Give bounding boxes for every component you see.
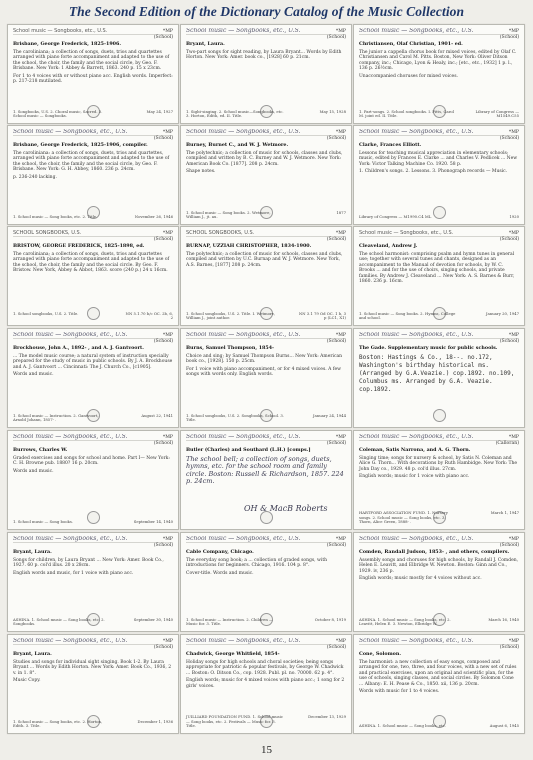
call-number: [500, 231, 519, 242]
call-number-line: (School): [499, 644, 519, 650]
call-number: [496, 435, 519, 446]
tracings: [13, 110, 173, 119]
call-number-line: *MP: [508, 435, 519, 440]
tracing-text: ASHINA. 1. School music — Song books, etc.: [359, 723, 446, 729]
main-entry: BRISTOW, GEORGE FREDERICK, 1825-1898, ed.: [13, 243, 145, 249]
card-body: [186, 652, 346, 689]
tracing-date: Library of Congress — M1549.C55: [475, 108, 519, 119]
call-number-line: *MP: [508, 29, 519, 34]
card-note: Music Copy.: [13, 678, 41, 683]
tracing-text: Library of Congress — M1990.C4 ML: [359, 214, 432, 220]
call-number-line: (School): [153, 542, 173, 548]
call-number-line: *MP: [335, 231, 346, 236]
card-subject-heading: SCHOOL SONGBOOKS, U.S.: [186, 230, 346, 237]
call-number-line: *MP: [335, 537, 346, 542]
card-body: [186, 346, 346, 378]
call-number-line: *MP: [162, 639, 173, 644]
card-body: [13, 143, 173, 180]
catalog-card: [353, 328, 525, 428]
call-number: [327, 537, 346, 548]
call-number: [327, 333, 346, 344]
catalog-card: [353, 430, 525, 530]
description-text: The polytechnic; a collection of music for schools, classes and clubs, compiled and written by U.C. Burnap and W. J. Wetmore. New York, A.S. Barnes, [1877] 208 p. 24cm.: [186, 251, 343, 268]
tracing-text: 1. School music — Instruction. 2. Gantvoort, Arnold Johann, 1857- .: [13, 412, 99, 423]
description-text: Holiday songs for high schools and choral societies; being songs appropriate for patriotic & popular festivals, by George W. Chadwick ... Boston: O. Ditson Co., cop. 1928. Publ. pl. no. 70000. 62 p. 4°.: [186, 659, 344, 676]
tracing-date: March 16, 1940: [488, 616, 519, 622]
call-number-line: *MP: [508, 130, 519, 135]
description-text: The school harmonist: comprising psalm and hymn tunes in general use; together with several tunes and chants, designed as an accompaniment to the Manual of devotion for schools, by W. C. Brooks ... and for the use of choirs, singing schools, and private families. By Andrew J. Cleaveland ... New York: A. S. Barnes & Burr, 1860. 236 p. 16cm.: [359, 251, 515, 284]
call-number: [500, 537, 519, 548]
main-entry: Bryant, Laura.: [13, 651, 52, 657]
call-number-line: (School): [153, 34, 173, 40]
main-entry: Cable Company, Chicago.: [186, 549, 254, 555]
catalog-card: [7, 125, 179, 225]
description-text: Studies and songs for individual sight singing. Book 1-2. By Laura Bryant ... Words by Edith Horton. New York: Amer. Book Co., 1936, 2 v. in 1. 8°.: [13, 659, 172, 676]
card-note: Cover-title. Words and music.: [186, 570, 254, 576]
main-entry: Bryant, Laura.: [186, 41, 225, 47]
main-entry: Christiansen, Olaf Christian, 1901- ed.: [359, 41, 463, 47]
tracing-date: August 6, 1945: [489, 723, 519, 729]
call-number-line: (School): [153, 644, 173, 650]
card-subject-heading: School music — Songbooks, etc., U.S.: [186, 129, 346, 136]
description-text: Choice and sing; by Samuel Thompson Burns... New York: American book co., [1928]. 150 p. 25cm.: [186, 353, 343, 364]
card-subject-heading: School music — Songbooks, etc., U.S.: [186, 332, 346, 339]
card-subject-heading: School music — Songbooks, etc., U.S.: [13, 28, 173, 35]
main-entry: Comden, Randall Judson, 1853- , and others, compilers.: [359, 549, 510, 555]
call-number-line: (School): [499, 34, 519, 40]
tracing-date: NN 3.1 79 Od OC. 1 b, 3 p (LC1, X1): [298, 310, 346, 321]
card-body: [13, 448, 173, 474]
card-body: [359, 652, 519, 695]
main-entry: The Gade. Supplementary music for public schools.: [359, 345, 498, 351]
tracing-date: May 24, 1927: [146, 108, 173, 114]
catalog-card: [353, 24, 525, 124]
page-title: The Second Edition of the Dictionary Catalog of the Music Collection: [68, 4, 465, 19]
tracings: [359, 110, 519, 119]
catalog-card: [7, 430, 179, 530]
description-text: Singing time; songs for nursery & school, by Satis N. Coleman and Alice G. Thorn... With decorations by Ruth Hambidge. New York: The John Day co., 1929. 48 p. col'd illus. 27cm.: [359, 455, 518, 472]
tracings: [186, 414, 346, 423]
description-text: Lessons for teaching musical appreciation in elementary schools; music, edited by Frances E. Clarke ... and Charles V. Pedlicek ... New York: Victor Talking Machine Co. 1920. 58 p.: [359, 150, 518, 167]
tracing-date: September 30, 1940: [133, 616, 173, 622]
card-subject-heading: School music — Songbooks, etc., U.S.: [359, 536, 519, 543]
tracings: [186, 312, 346, 321]
tracing-date: October 8, 1919: [314, 616, 346, 622]
description-text: Assembly songs and choruses for high schools, by Randall J. Comden, Helen E. Leavitt, and Elbridge W. Newton. Boston: Ginn and Co., 1929. iv, 236 p.: [359, 557, 519, 574]
tracing-text: 1. Part-songs. 2. School songbooks. I. Pitts, Carol M. joint ed. II. Title.: [359, 108, 454, 119]
call-number-line: *MP: [508, 231, 519, 236]
description-text: The caroliniana: a collection of songs, duets, trios and quartettes, arranged with piano forte accompaniment and adapted to the use of the school, the choir, the family and the social circle, by Geo. F. Brisbane. New York: G. H. Abbey, 1860. 236 p. 24cm.: [13, 150, 170, 172]
tracings: [13, 312, 173, 321]
description-text: ... The model music course; a natural system of instruction specially prepared for the study of music in public schools. By J. A. Brockhouse and A. J. Gantvoort ... Cincinnati: The J. Church Co., [c1905].: [13, 353, 173, 370]
tracing-text: 1. School music — Song books. 2. Wetmore, William J., jt. au.: [186, 209, 271, 220]
call-number: [154, 435, 173, 446]
call-number: [154, 537, 173, 548]
tracing-text: 1. School songbooks, U.S. 2. Title. I. Wetmore, William J., joint author.: [186, 310, 276, 321]
card-body: [13, 346, 173, 378]
call-number: [154, 333, 173, 344]
description-text: The caroliniana; a collection of songs, duets, trios and quartettes arranged with piano forte accompaniment and adapted to the use of the school, the choir, the family and the social circle, by Geo. F. Brisbane. New York: 1 Abbey & Barrett, 1863. 240 p. 15 x 23cm.: [13, 49, 170, 71]
tracing-date: November 26, 1946: [134, 214, 173, 220]
call-number: [500, 130, 519, 141]
tracings: [359, 511, 519, 525]
description-text: The caroliniana; a collection of songs, duets, trios and quartettes arranged with piano forte accompaniment and adapted to the use of the school, the choir, the family and the social circle. By Geo. F. Bristow. New York, Abbey & Abbot, 1863. score (240 p.) 24 x 16cm.: [13, 251, 170, 273]
tracing-text: 1. School music — Song books.: [13, 519, 73, 525]
catalog-card: [180, 24, 352, 124]
call-number-line: *MP: [335, 435, 346, 440]
card-body: [359, 550, 519, 582]
catalog-card: [7, 532, 179, 632]
tracing-date: December 13, 1929: [308, 714, 346, 720]
tracing-date: 1877: [336, 209, 346, 215]
card-subject-heading: School music — Songbooks, etc., U.S.: [359, 129, 519, 136]
tracing-date: January 24, 1944: [312, 412, 346, 418]
description-text: Two-part songs for sight reading, by Laura Bryant... Words by Edith Horton. New York: Amer. book co., [1928] 60 p. 21cm.: [186, 49, 342, 60]
tracing-date: December 1, 1936: [137, 718, 173, 724]
tracing-text: JUILLIARD FOUNDATION FUND. 1. School music — Song books, etc. 2. Festivals — Music for. 3. Title.: [186, 714, 283, 729]
call-number: [327, 231, 346, 242]
main-entry: Coleman, Satis Narrona, and A. G. Thorn.: [359, 447, 471, 453]
call-number-line: *MP: [335, 639, 346, 644]
card-note: p. 236-240 lacking.: [13, 174, 57, 180]
catalog-card: [353, 634, 525, 734]
call-number-line: (School): [326, 542, 346, 548]
card-note: Words and music.: [13, 468, 54, 474]
catalog-card: [7, 226, 179, 326]
call-number: [500, 29, 519, 40]
catalog-card: [180, 328, 352, 428]
card-body: [186, 143, 346, 175]
card-subject-heading: School music — Songbooks, etc., U.S.: [359, 230, 519, 237]
catalog-card: [7, 328, 179, 428]
card-subject-heading: School music — Songbooks, etc., U.S.: [186, 638, 346, 645]
call-number-line: *MP: [335, 29, 346, 34]
main-entry: Brisbane, George Frederick, 1825-1906, compiler.: [13, 142, 148, 148]
main-entry: Butler (Charles) and Southard (L.H.) [comps.]: [186, 447, 311, 453]
description-text: Songs for children, by Laura Bryant ... New York: Amer. Book Co., 1927. 60 p. col'd illus. 20 x 28cm.: [13, 557, 164, 568]
catalog-card: [353, 226, 525, 326]
card-subject-heading: School music — Songbooks, etc., U.S.: [13, 129, 173, 136]
tracing-text: 1. Sight-singing. 2. School music—Songbooks, etc. 3. Horton, Edith, ed. II. Title.: [186, 108, 284, 119]
catalog-card-grid: [7, 24, 527, 740]
card-body: [186, 244, 346, 268]
call-number-line: (Calloran): [495, 440, 519, 446]
card-note: English words; music mostly for 4 voices without acc.: [359, 576, 482, 581]
call-number-line: *MP: [162, 231, 173, 236]
call-number: [500, 639, 519, 650]
tracing-date: NN 5.1.70 b/c OC. 2b, 6, 2: [125, 310, 173, 321]
call-number-line: *MP: [335, 333, 346, 338]
description-text: Boston: Hastings & Co., 18--. no.172, Washington's birthday historical ms. (Arranged by G.A.Veazie.) cop.1892. no.109, Columbus ms. Arranged by G.A. Veazie. cop.1892.: [359, 353, 515, 393]
call-number-line: *MP: [508, 333, 519, 338]
call-number: [154, 29, 173, 40]
tracings: [13, 414, 173, 423]
card-body: [359, 346, 519, 394]
call-number: [327, 435, 346, 446]
tracings: [186, 618, 346, 627]
catalog-card: [180, 634, 352, 734]
card-body: [13, 652, 173, 684]
call-number-line: *MP: [335, 130, 346, 135]
call-number-line: (School): [499, 135, 519, 141]
catalog-card: [180, 532, 352, 632]
tracings: [359, 312, 519, 321]
call-number-line: *MP: [162, 537, 173, 542]
card-body: [13, 42, 173, 85]
tracings: [359, 724, 519, 729]
call-number-line: *MP: [162, 29, 173, 34]
card-body: [186, 448, 346, 486]
call-number-line: *MP: [162, 130, 173, 135]
card-note: English words; music for 4 mixed voices with piano acc.; 1 song for 2 girls' voices.: [186, 678, 345, 689]
main-entry: Brisbane, George Frederick, 1825-1906.: [13, 41, 122, 47]
call-number-line: (School): [153, 440, 173, 446]
card-note: For 1 voice with piano accompaniment, or for 4 mixed voices. A few songs with words only. English words.: [186, 366, 341, 377]
main-entry: Bryant, Laura.: [13, 549, 52, 555]
tracing-text: 1. School music — Song books. 2. Hymns, College and school.: [359, 310, 456, 321]
tracings: [359, 618, 519, 627]
call-number-line: (School): [499, 338, 519, 344]
tracing-text: 1. School music — Song books, etc. 2. Title.: [13, 214, 98, 220]
tracing-text: HARTFORD ASSOCIATION FUND. 1. Nursery songs. 2. School music — Song books, etc. 3. Thorn, Alice Green, 1888- .: [359, 510, 448, 525]
card-body: [186, 42, 346, 61]
call-number-line: *MP: [162, 435, 173, 440]
card-subject-heading: School music — Songbooks, etc., U.S.: [13, 434, 173, 441]
catalog-card: [7, 24, 179, 124]
call-number-line: (School): [326, 135, 346, 141]
tracing-text: 1. Songbooks, U.S. 2. Choral music, Sacred. 3. School music — Songbooks.: [13, 108, 103, 119]
card-punch-hole: [433, 409, 446, 422]
call-number-line: (School): [153, 236, 173, 242]
call-number-line: (School): [326, 338, 346, 344]
tracing-date: May 15, 1928: [319, 108, 346, 114]
call-number: [154, 639, 173, 650]
tracings: [13, 618, 173, 627]
card-note: English words; music for 1 voice with piano acc.: [359, 474, 470, 479]
card-note: 1. Children's songs. 2. Lessons. 3. Phonograph records — Music.: [359, 169, 508, 174]
page-number: 15: [261, 744, 272, 756]
call-number: [500, 333, 519, 344]
main-entry: Cone, Solomon.: [359, 651, 402, 657]
card-note: English words and music, for 1 voice with piano acc.: [13, 570, 134, 576]
main-entry: Cleaveland, Andrew J.: [359, 243, 418, 249]
description-text: The junior a cappella chorus book for mixed voices, edited by Olaf C. Christiansen and Carol M. Pitts. Boston, New York: Oliver Ditson company, inc.; Chicago, Lyon & Healy, inc.; [etc., etc., 1932] 1 p. l., 136 p. 26½cm.: [359, 49, 517, 71]
catalog-card: [180, 125, 352, 225]
tracing-text: ASHINA. 1. School music — Song books, etc. 2. Songbooks.: [13, 616, 105, 627]
call-number: [154, 130, 173, 141]
main-entry: Burney, Burnet C., and W. J. Wetmore.: [186, 142, 289, 148]
card-subject-heading: School music — Songbooks, etc., U.S.: [186, 536, 346, 543]
call-number-line: *MP: [162, 333, 173, 338]
description-text: Graded exercises and songs for school and home. Part I— New York: C. H. Browne pub. 1880? 16 p. 20cm.: [13, 455, 170, 466]
main-entry: BURNAP, UZZIAH CHRISTOPHER, 1834-1900.: [186, 243, 312, 249]
call-number: [327, 29, 346, 40]
tracings: [13, 520, 173, 525]
description-text: The polytechnic; a collection of music for schools, classes and clubs, compiled and written by B. C. Burney and W. J. Wetmore. New York: American Book Co. [1877]. 208 p. 24cm.: [186, 150, 343, 167]
card-subject-heading: School music — Songbooks, etc., U.S.: [359, 638, 519, 645]
tracings: [13, 720, 173, 729]
catalog-card: [180, 430, 352, 530]
card-note: Words with music for 1 to 4 voices.: [359, 689, 440, 694]
tracing-text: 1. School music — Instruction. 2. Children — Music for. 3. Title.: [186, 616, 273, 627]
tracings: [186, 211, 346, 220]
call-number-line: *MP: [508, 639, 519, 644]
call-number-line: (School): [499, 542, 519, 548]
tracing-text: 1. School songbooks, U.S. 2. Songbooks, School. 3. Title.: [186, 412, 284, 423]
tracings: [359, 215, 519, 220]
tracing-text: 1. School songbooks, U.S. 2. Title.: [13, 310, 79, 316]
call-number-line: (School): [153, 135, 173, 141]
card-note: Unaccompanied choruses for mixed voices.: [359, 73, 458, 79]
card-subject-heading: School music — Songbooks, etc., U.S.: [359, 434, 519, 441]
call-number: [327, 639, 346, 650]
card-note: Words and music.: [13, 372, 54, 377]
handwritten-signature: OH & MacB Roberts: [244, 504, 328, 513]
catalog-card: [7, 634, 179, 734]
description-text: The everyday song book; a ... collection of graded songs, with introductions for beginners. Chicago, 1916. 104 p. 8°.: [186, 557, 328, 568]
card-body: [13, 550, 173, 576]
main-entry: Chadwick, George Whitfield, 1854-: [186, 651, 280, 657]
card-body: [186, 550, 346, 576]
tracing-date: January 20, 1947: [485, 310, 519, 316]
card-subject-heading: School music — Songbooks, etc., U.S.: [359, 332, 519, 339]
tracing-date: September 14, 1940: [133, 519, 173, 525]
call-number: [154, 231, 173, 242]
call-number-line: (School): [326, 34, 346, 40]
card-subject-heading: School music — Songbooks, etc., U.S.: [13, 638, 173, 645]
call-number-line: (School): [326, 236, 346, 242]
call-number: [327, 130, 346, 141]
description-text: The harmonist: a new collection of easy songs, composed and arranged for one, two, three, and four voices, with a new set of rules and practical exercises, upon an original and scientific plan, for the use of schools, singing classes, and social circles. By Solomon Cone ... Albany: E. H. Pease & Co., 1850. xii, 136 p. 20cm.: [359, 659, 517, 687]
card-body: [13, 244, 173, 274]
call-number-line: *MP: [508, 537, 519, 542]
tracings: [186, 110, 346, 119]
card-body: [359, 143, 519, 175]
call-number-line: (School): [153, 338, 173, 344]
tracing-text: 1. School music — Song books, etc. 2. Horton, Edith. 3. Title.: [13, 718, 103, 729]
call-number-line: (School): [499, 236, 519, 242]
card-subject-heading: School music — Songbooks, etc., U.S.: [186, 28, 346, 35]
description-text: The school bell; a collection of songs, duets, hymns, etc. for the school room and family circle. Boston: Russell & Richardson, 1857. 224 p. 24cm.: [186, 454, 344, 485]
tracing-date: 1920: [509, 214, 519, 220]
tracings: [186, 715, 346, 729]
card-subject-heading: School music — Songbooks, etc., U.S.: [186, 434, 346, 441]
main-entry: Clarke, Frances Elliott.: [359, 142, 422, 148]
card-note: Shape notes.: [186, 169, 216, 174]
card-note: For 1 to 4 voices with or without piano acc. English words. Imperfect: p. 217-218 mutilated.: [13, 73, 173, 84]
catalog-card: [353, 532, 525, 632]
tracing-date: August 22, 1941: [141, 412, 173, 418]
main-entry: Burrows, Charles W.: [13, 447, 68, 453]
main-entry: Brockhouse, John A., 1892- , and A. J. Gantvoort.: [13, 345, 144, 351]
call-number-line: (School): [326, 440, 346, 446]
card-body: [359, 448, 519, 480]
card-subject-heading: School music — Songbooks, etc., U.S.: [359, 28, 519, 35]
main-entry: Burns, Samuel Thompson, 1854-: [186, 345, 275, 351]
card-subject-heading: SCHOOL SONGBOOKS, U.S.: [13, 230, 173, 237]
card-subject-heading: School music — Songbooks, etc., U.S.: [13, 536, 173, 543]
tracing-text: ASHINA. 1. School music — Song books, etc. 2. Leavitt, Helen E. 3. Newton, Elbridge W.: [359, 616, 451, 627]
card-body: [359, 42, 519, 79]
card-body: [359, 244, 519, 285]
tracing-date: March 1, 1947: [490, 510, 519, 516]
call-number-line: (School): [326, 644, 346, 650]
card-subject-heading: School music — Songbooks, etc., U.S.: [13, 332, 173, 339]
catalog-card: [180, 226, 352, 326]
tracings: [13, 215, 173, 220]
catalog-card: [353, 125, 525, 225]
